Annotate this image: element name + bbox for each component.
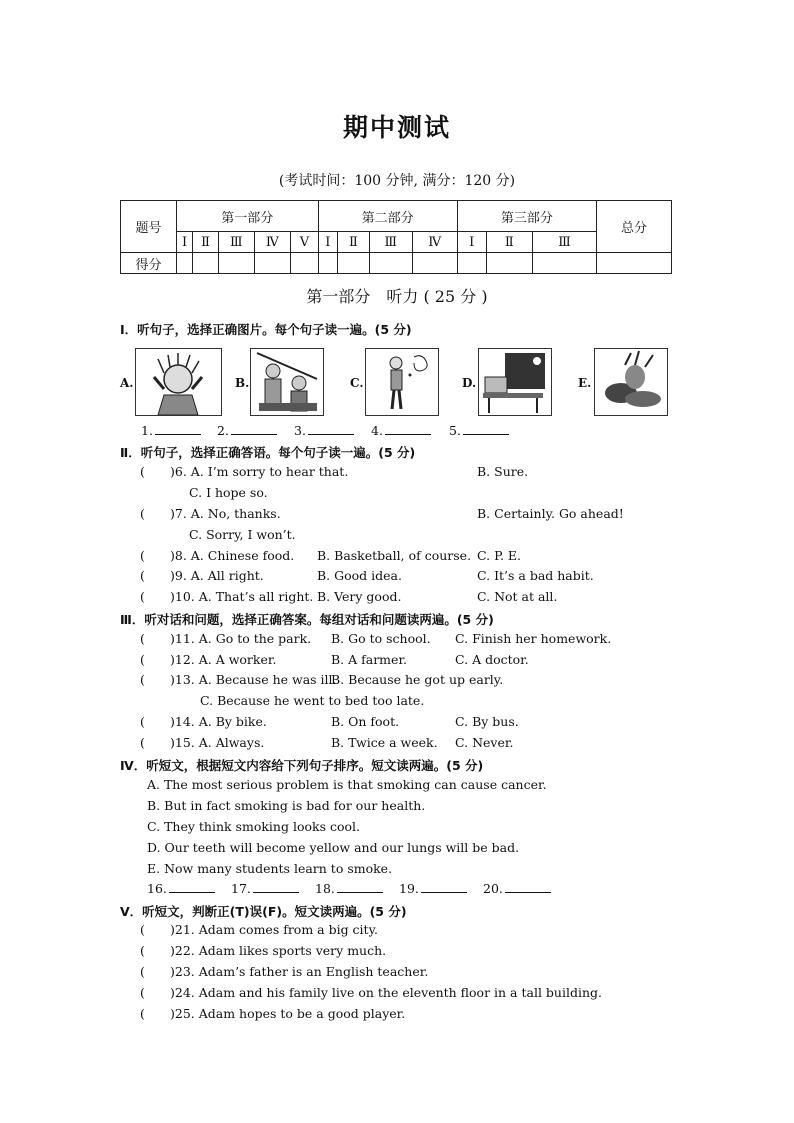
answer-paren[interactable]: ( bbox=[140, 652, 145, 667]
blank-2[interactable] bbox=[217, 423, 277, 438]
option-c: C. Finish her homework. bbox=[455, 631, 612, 646]
score-cell[interactable] bbox=[486, 253, 532, 274]
score-cell[interactable] bbox=[533, 253, 597, 274]
score-cell[interactable] bbox=[193, 253, 219, 274]
blank-18[interactable] bbox=[315, 881, 383, 896]
vegetables-icon bbox=[594, 348, 668, 416]
col-label: Ⅳ bbox=[412, 232, 457, 253]
score-cell[interactable] bbox=[254, 253, 291, 274]
option-b: B. A farmer. bbox=[331, 652, 408, 667]
picture-label-b: B. bbox=[235, 376, 250, 390]
option-a: )8. A. Chinese food. bbox=[170, 548, 295, 563]
option-c: C. By bus. bbox=[455, 714, 519, 729]
blank-17[interactable] bbox=[231, 881, 299, 896]
question-14 bbox=[140, 714, 267, 729]
page-title: 期中测试 bbox=[342, 113, 451, 142]
question-13 bbox=[140, 672, 337, 687]
answer-paren[interactable]: ( bbox=[140, 631, 145, 646]
statement-24 bbox=[140, 985, 602, 1000]
answer-paren[interactable]: ( bbox=[140, 964, 145, 979]
option-c: C. Not at all. bbox=[477, 589, 558, 604]
section-4-heading: Ⅳ．听短文，根据短文内容给下列句子排序。短文读两遍。(5 分) bbox=[120, 758, 484, 773]
score-cell[interactable] bbox=[338, 253, 369, 274]
sentence-d: D. Our teeth will become yellow and our lungs will be bad. bbox=[147, 840, 520, 855]
total-score-cell[interactable] bbox=[597, 253, 672, 274]
question-12 bbox=[140, 652, 276, 667]
part-one-header: 第一部分 bbox=[177, 201, 319, 232]
statement-text: )21. Adam comes from a big city. bbox=[170, 922, 378, 937]
blank-number: 17. bbox=[231, 881, 251, 896]
col-label: Ⅱ bbox=[338, 232, 369, 253]
option-a: )15. A. Always. bbox=[170, 735, 265, 750]
question-9 bbox=[140, 568, 264, 583]
option-c: C. A doctor. bbox=[455, 652, 529, 667]
part-two-header: 第二部分 bbox=[318, 201, 457, 232]
col-label: Ⅰ bbox=[457, 232, 486, 253]
blank-5[interactable] bbox=[449, 423, 509, 438]
option-c: C. Never. bbox=[455, 735, 514, 750]
picture-label-a: A. bbox=[120, 376, 134, 390]
option-b: B. Twice a week. bbox=[331, 735, 438, 750]
blank-number: 20. bbox=[483, 881, 503, 896]
option-b: B. Because he got up early. bbox=[331, 672, 504, 687]
blank-19[interactable] bbox=[399, 881, 467, 896]
col-label: Ⅲ bbox=[533, 232, 597, 253]
option-c: C. I hope so. bbox=[189, 485, 268, 500]
sentence-a: A. The most serious problem is that smoking can cause cancer. bbox=[147, 777, 547, 792]
blank-16[interactable] bbox=[147, 881, 215, 896]
stressed-person-icon bbox=[135, 348, 222, 416]
blank-number: 18. bbox=[315, 881, 335, 896]
statement-23 bbox=[140, 964, 428, 979]
option-c: C. It’s a bad habit. bbox=[477, 568, 594, 583]
score-cell[interactable] bbox=[291, 253, 318, 274]
total-header: 总分 bbox=[597, 201, 672, 253]
part-three-header: 第三部分 bbox=[457, 201, 596, 232]
section-1-heading: Ⅰ．听句子，选择正确图片。每个句子读一遍。(5 分) bbox=[120, 322, 412, 337]
question-11 bbox=[140, 631, 311, 646]
section-5-heading: Ⅴ．听短文，判断正(T)误(F)。短文读两遍。(5 分) bbox=[120, 904, 407, 919]
exam-info: (考试时间：100 分钟, 满分：120 分) bbox=[278, 173, 516, 189]
score-cell[interactable] bbox=[218, 253, 254, 274]
answer-paren[interactable]: ( bbox=[140, 548, 145, 563]
option-b: B. Very good. bbox=[317, 589, 402, 604]
section-2-heading: Ⅱ．听句子，选择正确答语。每个句子读一遍。(5 分) bbox=[120, 445, 416, 460]
option-b: B. Sure. bbox=[477, 464, 529, 479]
option-a: )7. A. No, thanks. bbox=[170, 506, 281, 521]
blank-20[interactable] bbox=[483, 881, 551, 896]
option-a: )14. A. By bike. bbox=[170, 714, 267, 729]
answer-paren[interactable]: ( bbox=[140, 672, 145, 687]
answer-paren[interactable]: ( bbox=[140, 922, 145, 937]
col-label: Ⅱ bbox=[486, 232, 532, 253]
picture-label-c: C. bbox=[350, 376, 364, 390]
blank-number: 16. bbox=[147, 881, 167, 896]
question-8 bbox=[140, 548, 294, 563]
picture-label-e: E. bbox=[578, 376, 592, 390]
answer-paren[interactable]: ( bbox=[140, 568, 145, 583]
col-label: Ⅰ bbox=[177, 232, 193, 253]
sentence-e: E. Now many students learn to smoke. bbox=[147, 861, 393, 876]
sentence-b: B. But in fact smoking is bad for our health. bbox=[147, 798, 426, 813]
score-cell[interactable] bbox=[412, 253, 457, 274]
answer-paren[interactable]: ( bbox=[140, 714, 145, 729]
answer-paren[interactable]: ( bbox=[140, 464, 145, 479]
option-b: B. Good idea. bbox=[317, 568, 402, 583]
blank-1[interactable] bbox=[141, 423, 201, 438]
option-b: B. Basketball, of course. bbox=[317, 548, 472, 563]
option-a: )12. A. A worker. bbox=[170, 652, 277, 667]
answer-paren[interactable]: ( bbox=[140, 1006, 145, 1021]
option-b: B. On foot. bbox=[331, 714, 400, 729]
row-header-score: 得分 bbox=[121, 253, 177, 274]
score-cell[interactable] bbox=[318, 253, 338, 274]
option-a: )6. A. I’m sorry to hear that. bbox=[170, 464, 349, 479]
blank-number: 2. bbox=[217, 423, 229, 438]
question-15 bbox=[140, 735, 264, 750]
option-b: B. Certainly. Go ahead! bbox=[477, 506, 624, 521]
option-a: )9. A. All right. bbox=[170, 568, 264, 583]
option-a: )11. A. Go to the park. bbox=[170, 631, 312, 646]
question-7 bbox=[140, 506, 281, 521]
statement-text: )22. Adam likes sports very much. bbox=[170, 943, 387, 958]
row-header-question-number: 题号 bbox=[121, 201, 177, 253]
blank-number: 1. bbox=[141, 423, 153, 438]
statement-25 bbox=[140, 1006, 405, 1021]
question-10 bbox=[140, 589, 313, 604]
computer-desk-icon bbox=[478, 348, 552, 416]
statement-21 bbox=[140, 922, 378, 937]
option-b: B. Go to school. bbox=[331, 631, 431, 646]
score-cell[interactable] bbox=[369, 253, 412, 274]
answer-paren[interactable]: ( bbox=[140, 506, 145, 521]
option-c: C. Because he went to bed too late. bbox=[200, 693, 425, 708]
answer-paren[interactable]: ( bbox=[140, 943, 145, 958]
col-label: Ⅳ bbox=[254, 232, 291, 253]
option-c: C. Sorry, I won’t. bbox=[189, 527, 296, 542]
blank-number: 19. bbox=[399, 881, 419, 896]
col-label: Ⅴ bbox=[291, 232, 318, 253]
option-a: )10. A. That’s all right. bbox=[170, 589, 314, 604]
score-cell[interactable] bbox=[177, 253, 193, 274]
sentence-c: C. They think smoking looks cool. bbox=[147, 819, 360, 834]
family-scene-icon bbox=[250, 348, 324, 416]
blank-number: 3. bbox=[294, 423, 306, 438]
blank-4[interactable] bbox=[371, 423, 431, 438]
answer-paren[interactable]: ( bbox=[140, 985, 145, 1000]
blank-number: 5. bbox=[449, 423, 461, 438]
statement-text: )25. Adam hopes to be a good player. bbox=[170, 1006, 406, 1021]
col-label: Ⅲ bbox=[218, 232, 254, 253]
col-label: Ⅲ bbox=[369, 232, 412, 253]
part-one-title: 第一部分 听力 ( 25 分 ) bbox=[306, 287, 488, 306]
picture-label-d: D. bbox=[462, 376, 477, 390]
blank-3[interactable] bbox=[294, 423, 354, 438]
statement-text: )23. Adam’s father is an English teacher. bbox=[170, 964, 429, 979]
blank-number: 4. bbox=[371, 423, 383, 438]
score-cell[interactable] bbox=[457, 253, 486, 274]
option-a: )13. A. Because he was ill. bbox=[170, 672, 337, 687]
answer-paren[interactable]: ( bbox=[140, 589, 145, 604]
statement-22 bbox=[140, 943, 386, 958]
question-6 bbox=[140, 464, 348, 479]
boy-thinking-icon bbox=[365, 348, 439, 416]
col-label: Ⅰ bbox=[318, 232, 338, 253]
section-3-heading: Ⅲ．听对话和问题，选择正确答案。每组对话和问题读两遍。(5 分) bbox=[120, 612, 494, 627]
option-c: C. P. E. bbox=[477, 548, 521, 563]
score-table bbox=[120, 200, 672, 274]
statement-text: )24. Adam and his family live on the eleventh floor in a tall building. bbox=[170, 985, 602, 1000]
answer-paren[interactable]: ( bbox=[140, 735, 145, 750]
col-label: Ⅱ bbox=[193, 232, 219, 253]
